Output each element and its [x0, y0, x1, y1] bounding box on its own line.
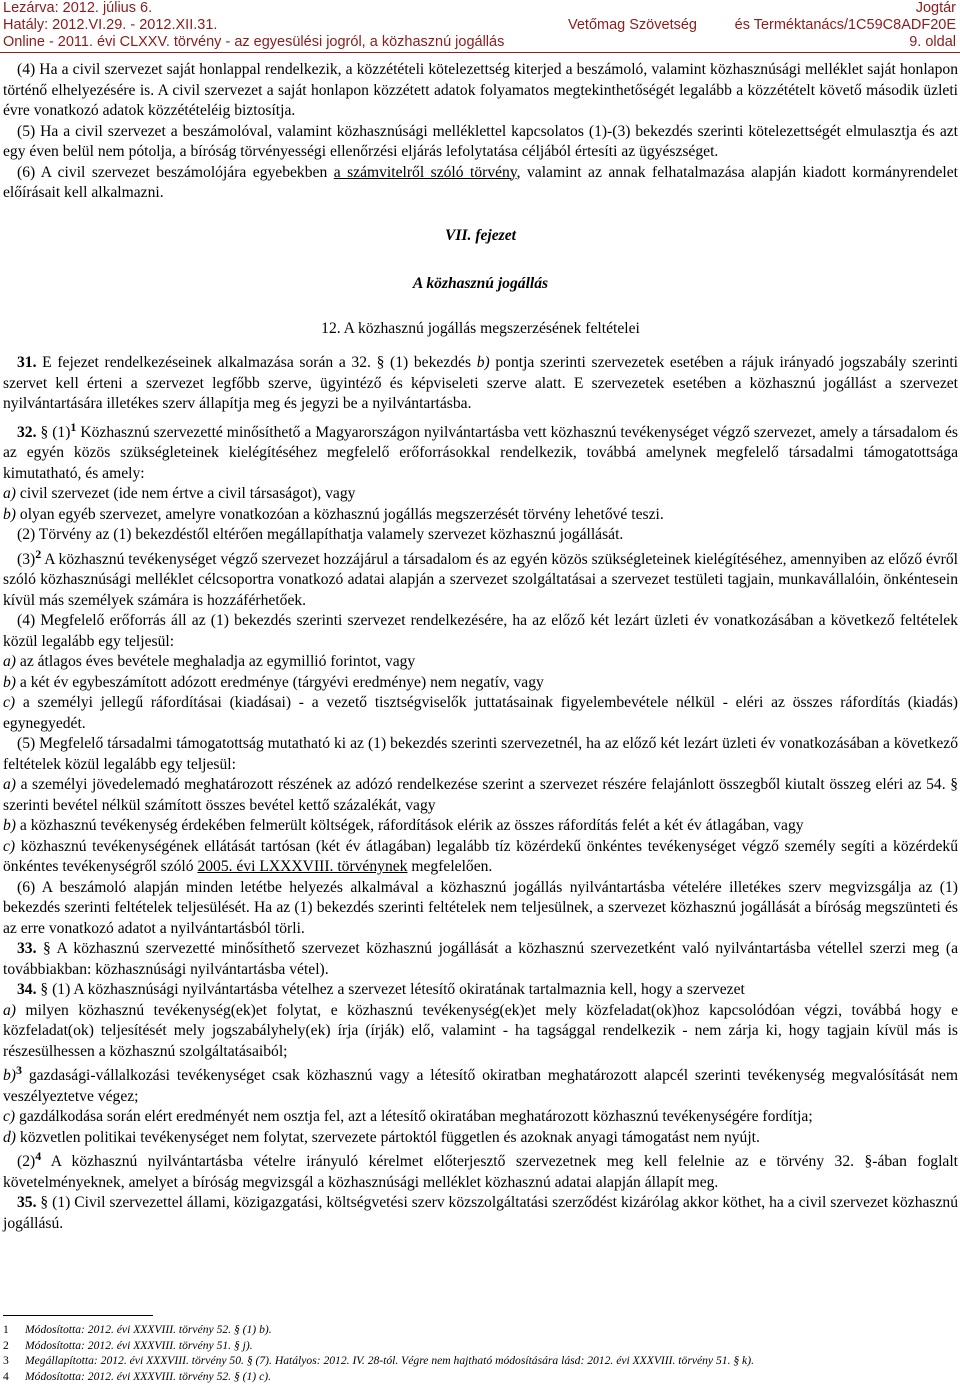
- chapter-number: VII. fejezet: [444, 226, 517, 244]
- validity-range: Hatály: 2012.VI.29. - 2012.XII.31.: [3, 17, 218, 33]
- chapter-title: A közhasznú jogállás: [412, 275, 549, 292]
- section-32-4: (4) Megfelelő erőforrás áll az (1) bekezdés szerinti szervezet rendelkezésére, ha az előző két lezárt üzleti év vonatkozásában a következő feltételek közül legalább egy teljesül:: [3, 612, 958, 650]
- list-item: b) a közhasznú tevékenység érdekében felmerült költségek, ráfordítások elérik az összes ráfordítás felét a két év átlagában, vagy: [3, 817, 804, 834]
- list-item: a) milyen közhasznú tevékenység(ek)et folytat, e közhasznú tevékenység(ek)et mely közfeladat(ok)hoz kapcsolódóan végzi, továbbá hogy e közfeladat(ok) teljesítését mely jogszabályhely(ek) írja (írják) elő, valamint - ha tagsággal rendelkezik - nem zárja ki, hogy tagjain kívül más is részesülhessen a közhasznú szolgáltatásaiból;: [3, 1001, 958, 1060]
- footnote-3: 3 Megállapította: 2012. évi XXXVIII. törvény 50. § (7). Hatályos: 2012. IV. 28-tól. Végre nem hajtható módosítására lásd: 2012. évi XXXVIII. törvény 51. § k).: [3, 1354, 754, 1367]
- list-item: a) az átlagos éves bevétele meghaladja az egymillió forintot, vagy: [3, 653, 416, 670]
- list-item: c) közhasznú tevékenységének ellátását tartósan (két év átlagában) legalább tíz közérdekű önkéntes tevékenységet végző személy segíti a közérdekű önkéntes tevékenységről szóló 2005. évi LXXXVIII. törvénynek megfelelően.: [3, 837, 958, 875]
- footnote-ref-1[interactable]: 1: [70, 419, 77, 434]
- accounting-act-link[interactable]: a számvitelről szóló törvény: [333, 163, 517, 181]
- header-row-2: [3, 17, 956, 34]
- paragraph-30-5: (5) Ha a civil szervezet a beszámolóval, valamint közhasznúsági melléklettel kapcsolatos (1)-(3) bekezdés szerinti kötelezettségét elmulasztja és azt egy éven belül nem pótolja, a bíróság törvényességi ellenőrzési eljárás lefolytatása céljából értesíti az ügyészséget.: [3, 122, 958, 160]
- footnote-ref-3[interactable]: 3: [16, 1063, 22, 1077]
- footnote-1: 1 Módosította: 2012. évi XXXVIII. törvény 52. § (1) b).: [3, 1323, 272, 1336]
- list-item: b)$^3$ gazdasági-vállalkozási tevékenységet csak közhasznú vagy a létesítő okiratban meghatározott alapcél szerinti tevékenység megvalósítását nem veszélyeztetve végez;: [3, 1063, 958, 1105]
- section-32-2: (2) Törvény az (1) bekezdéstől eltérően megállapíthatja valamely szervezet közhasznú jogállását.: [17, 526, 624, 543]
- header-row-1: [3, 0, 956, 17]
- organization-code: és Terméktanács/1C59C8ADF20E: [734, 17, 956, 33]
- section-subtitle: 12. A közhasznú jogállás megszerzésének feltételei: [321, 319, 640, 337]
- list-item: b) a két év egybeszámított adózott eredménye (tárgyévi eredménye) nem negatív, vagy: [3, 673, 544, 691]
- page-header: [0, 0, 960, 52]
- page-number: 9. oldal: [909, 34, 956, 50]
- paragraph-30-4: (4) Ha a civil szervezet saját honlappal rendelkezik, a közzétételi kötelezettség kiterjed a beszámoló, valamint közhasznúsági melléklet saját honlapon történő elhelyezésére is. A civil szervezet a saját honlapon közzétett adatok folyamatos megtekinthetőségét legalább a közzétételt követő második üzleti évre vonatkozó adatok közzétételéig biztosítja.: [3, 61, 958, 119]
- list-item: b) olyan egyéb szervezet, amelyre vonatkozóan a közhasznú jogállás megszerzését törvény lehetővé teszi.: [3, 505, 664, 523]
- footnote-divider: [3, 1315, 153, 1316]
- footnote-2: 2 Módosította: 2012. évi XXXVIII. törvény 51. § j).: [3, 1338, 253, 1352]
- footnote-ref-4[interactable]: 4: [35, 1149, 42, 1163]
- publisher-name: Jogtár: [915, 0, 956, 16]
- list-item: a) civil szervezet (ide nem értve a civil társaságot), vagy: [3, 485, 356, 502]
- list-item: d) közvetlen politikai tevékenységet nem folytat, szervezete pártoktól független és azoknak anyagi támogatást nem nyújt.: [3, 1128, 760, 1146]
- section-number: 34.: [17, 981, 37, 998]
- document-title: Online - 2011. évi CLXXV. törvény - az egyesülési jogról, a közhasznú jogállás: [3, 34, 505, 50]
- section-number: 33.: [17, 940, 37, 957]
- footnotes: [3, 1322, 958, 1384]
- section-number: 35.: [17, 1194, 37, 1211]
- section-34-1: 34. § (1) A közhasznúsági nyilvántartásba vételhez a szervezet létesítő okiratának tartalmaznia kell, hogy a szervezet: [17, 981, 745, 998]
- section-33: 33. § A közhasznú szervezetté minősíthető szervezet közhasznú jogállását a közhasznú szervezetként való nyilvántartásba vétellel szerzi meg (a továbbiakban: közhasznúsági nyilvántartásba vétel).: [3, 940, 958, 978]
- section-31: 31. E fejezet rendelkezéseinek alkalmazása során a 32. § (1) bekezdés b) pontja szerinti szervezetek esetében a rájuk irányadó jogszabály szerinti szervet kell érteni a szervezet legfőbb szerve, ügyintéző és képviseleti szerve alatt. E szervezetek esetében a közhasznú jogállást a szervezet nyilvántartására illetékes szerv állapítja meg és jegyzi be a nyilvántartásba.: [3, 354, 958, 412]
- section-number: 31.: [17, 354, 37, 371]
- section-32-3: $(3)^2$ A közhasznú tevékenységet végző szervezet hozzájárul a társadalom és az egyén közös szükségleteinek kielégítéséhez, amennyiben az előző évről szóló közhasznúsági melléklet célcsoportra vonatkozó adatai alapján a szervezet szolgáltatásai a szervezet testületi tagjain, munkavállalóin, önkéntesein kívül más személyek számára is hozzáférhetőek.: [3, 546, 958, 609]
- footnote-ref-2[interactable]: 2: [35, 546, 42, 561]
- header-divider: [0, 52, 960, 53]
- closed-date: Lezárva: 2012. július 6.: [3, 0, 153, 16]
- section-34-2: $(2)^4$ A közhasznú nyilvántartásba vételre irányuló kérelmet előterjesztő szervezetnek meg kell felelnie az e törvény 32. §-ában foglalt követelményeknek, amelyet a bíróság megvizsgál a közhasznúsági melléklet közhasznú adatai alapján állapít meg.: [3, 1149, 958, 1191]
- organization-name: Vetőmag Szövetség: [568, 17, 697, 33]
- list-item: c) a személyi jellegű ráfordításai (kiadásai) - a vezető tisztségviselők juttatásainak figyelembevétele nélkül - eléri az összes ráfordítás (kiadás) egynegyedét.: [3, 694, 958, 732]
- list-item: c) gazdálkodása során elért eredményét nem osztja fel, azt a létesítő okiratában meghatározott közhasznú tevékenységére fordítja;: [3, 1108, 813, 1125]
- section-32-1: 32. § $(1)^1$ Közhasznú szervezetté minősíthető a Magyarországon nyilvántartásba vett közhasznú tevékenységet végző szervezet, amely a társadalom és az egyén közös szükségleteinek kielégítéséhez megfelelő erőforrásokkal rendelkezik, továbbá amelynek megfelelő társadalmi támogatottsága kimutatható, és amely:: [3, 419, 958, 482]
- section-35: 35. § (1) Civil szervezettel állami, közigazgatási, költségvetési szerv közszolgáltatási szerződést kizárólag akkor köthet, ha a civil szervezet közhasznú jogállású.: [3, 1194, 958, 1232]
- section-number: 32.: [17, 423, 37, 441]
- list-item: a) a személyi jövedelemadó meghatározott részének az adózó rendelkezése szerint a szervezet részére felajánlott összegből kiutalt összeg eléri az 54. § szerinti bevétel nélkül számított összes bevétel kettő százalékát, vagy: [3, 776, 958, 814]
- volunteer-act-link[interactable]: 2005. évi LXXXVIII. törvénynek: [197, 858, 408, 875]
- paragraph-30-6: (6) A civil szervezet beszámolójára egyebekben a számvitelről szóló törvény, valamint az annak felhatalmazása alapján kiadott kormányrendelet előírásait kell alkalmazni.: [3, 163, 959, 201]
- document-body: [3, 60, 958, 1234]
- header-row-3: [3, 34, 956, 51]
- section-32-5: (5) Megfelelő társadalmi támogatottság mutatható ki az (1) bekezdés szerinti szervezetnél, ha az előző két lezárt üzleti év vonatkozásában a következő feltételek közül legalább egy teljesül:: [3, 735, 958, 773]
- section-32-6: (6) A beszámoló alapján minden letétbe helyezés alkalmával a közhasznú jogállás nyilvántartásba vételére illetékes szerv megvizsgálja az (1) bekezdés szerinti feltételek teljesülését. Ha az (1) bekezdés szerinti feltételek nem teljesülnek, a szervezet közhasznú jogállását a bíróság megszünteti és az erre vonatkozó adatot a nyilvántartásból törli.: [3, 878, 958, 937]
- footnote-4: 4 Módosította: 2012. évi XXXVIII. törvény 52. § (1) c).: [3, 1369, 271, 1383]
